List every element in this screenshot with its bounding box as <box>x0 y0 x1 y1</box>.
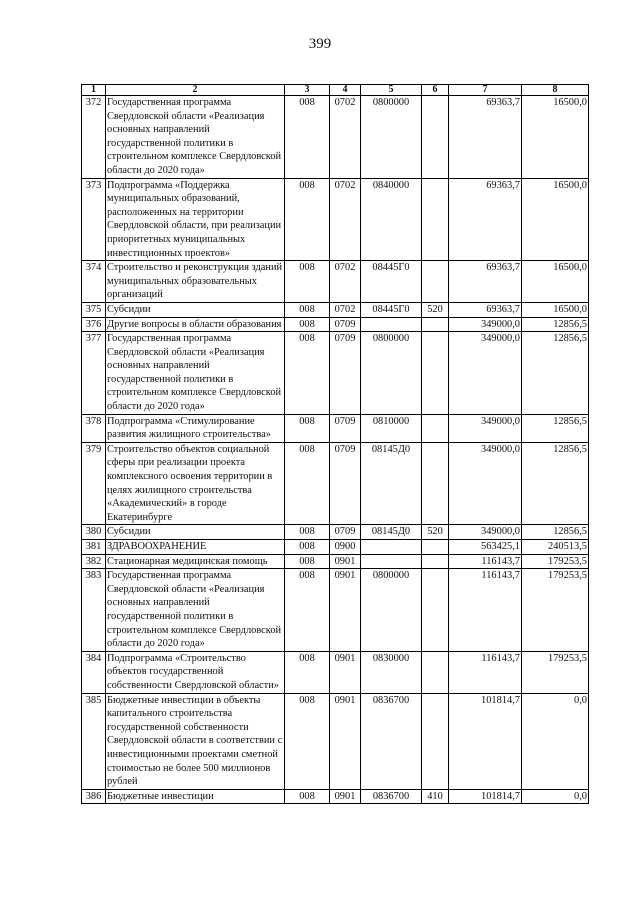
ministry-code: 008 <box>285 317 330 332</box>
target-article-code <box>361 540 422 555</box>
table-row <box>82 96 589 179</box>
item-name: Стационарная медицинская помощь <box>106 554 285 569</box>
table-row <box>82 442 589 525</box>
amount-year-1: 349000,0 <box>449 442 522 525</box>
amount-year-2: 179253,5 <box>522 554 589 569</box>
item-name: Государственная программа Свердловской области «Реализация основных направлений государственной политики в строительном комплексе Свердловской области до 2020 года» <box>106 569 285 652</box>
section-code: 0901 <box>330 789 361 804</box>
column-header: 4 <box>330 85 361 96</box>
column-header: 7 <box>449 85 522 96</box>
column-header: 3 <box>285 85 330 96</box>
table-row <box>82 540 589 555</box>
target-article-code: 0810000 <box>361 414 422 442</box>
item-name: Бюджетные инвестиции <box>106 789 285 804</box>
amount-year-1: 116143,7 <box>449 554 522 569</box>
item-name: Подпрограмма «Строительство объектов государственной собственности Свердловской области» <box>106 651 285 693</box>
amount-year-2: 240513,5 <box>522 540 589 555</box>
expense-type-code <box>422 442 449 525</box>
section-code: 0900 <box>330 540 361 555</box>
target-article-code: 0830000 <box>361 651 422 693</box>
amount-year-2: 12856,5 <box>522 317 589 332</box>
item-name: Бюджетные инвестиции в объекты капитального строительства государственной собственности Свердловской области в соответствии с инвестиционными проектами сметной стоимостью не более 500 миллионов рублей <box>106 693 285 789</box>
row-number: 383 <box>82 569 106 652</box>
target-article-code: 08445Г0 <box>361 302 422 317</box>
row-number: 376 <box>82 317 106 332</box>
item-name: Другие вопросы в области образования <box>106 317 285 332</box>
expense-type-code: 520 <box>422 302 449 317</box>
row-number: 377 <box>82 332 106 415</box>
table-row <box>82 317 589 332</box>
expense-type-code <box>422 540 449 555</box>
amount-year-1: 349000,0 <box>449 414 522 442</box>
section-code: 0702 <box>330 96 361 179</box>
expense-type-code <box>422 332 449 415</box>
amount-year-1: 101814,7 <box>449 789 522 804</box>
section-code: 0702 <box>330 302 361 317</box>
amount-year-2: 12856,5 <box>522 525 589 540</box>
item-name: Субсидии <box>106 302 285 317</box>
table-row <box>82 302 589 317</box>
target-article-code: 0800000 <box>361 96 422 179</box>
amount-year-1: 101814,7 <box>449 693 522 789</box>
amount-year-1: 116143,7 <box>449 651 522 693</box>
expense-type-code <box>422 414 449 442</box>
page-number: 399 <box>308 36 332 52</box>
target-article-code: 0836700 <box>361 693 422 789</box>
table-row <box>82 651 589 693</box>
column-header: 1 <box>82 85 106 96</box>
amount-year-2: 0,0 <box>522 693 589 789</box>
ministry-code: 008 <box>285 96 330 179</box>
target-article-code: 08145Д0 <box>361 525 422 540</box>
row-number: 379 <box>82 442 106 525</box>
section-code: 0901 <box>330 569 361 652</box>
target-article-code <box>361 317 422 332</box>
row-number: 374 <box>82 261 106 303</box>
section-code: 0709 <box>330 317 361 332</box>
amount-year-2: 179253,5 <box>522 651 589 693</box>
row-number: 381 <box>82 540 106 555</box>
section-code: 0702 <box>330 178 361 261</box>
expense-type-code: 520 <box>422 525 449 540</box>
ministry-code: 008 <box>285 414 330 442</box>
column-header: 5 <box>361 85 422 96</box>
item-name: Государственная программа Свердловской области «Реализация основных направлений государственной политики в строительном комплексе Свердловской области до 2020 года» <box>106 96 285 179</box>
target-article-code: 08445Г0 <box>361 261 422 303</box>
row-number: 372 <box>82 96 106 179</box>
amount-year-1: 563425,1 <box>449 540 522 555</box>
table-body <box>82 96 589 804</box>
ministry-code: 008 <box>285 651 330 693</box>
item-name: Субсидии <box>106 525 285 540</box>
amount-year-1: 116143,7 <box>449 569 522 652</box>
expense-type-code <box>422 178 449 261</box>
target-article-code: 0840000 <box>361 178 422 261</box>
table-row <box>82 569 589 652</box>
expense-type-code <box>422 651 449 693</box>
item-name: Подпрограмма «Стимулирование развития жилищного строительства» <box>106 414 285 442</box>
amount-year-1: 69363,7 <box>449 178 522 261</box>
amount-year-2: 16500,0 <box>522 302 589 317</box>
amount-year-2: 16500,0 <box>522 261 589 303</box>
expense-type-code <box>422 569 449 652</box>
target-article-code: 0800000 <box>361 569 422 652</box>
header-row <box>82 85 589 96</box>
section-code: 0709 <box>330 414 361 442</box>
ministry-code: 008 <box>285 332 330 415</box>
ministry-code: 008 <box>285 261 330 303</box>
section-code: 0709 <box>330 525 361 540</box>
amount-year-1: 69363,7 <box>449 96 522 179</box>
row-number: 384 <box>82 651 106 693</box>
section-code: 0901 <box>330 651 361 693</box>
row-number: 378 <box>82 414 106 442</box>
row-number: 385 <box>82 693 106 789</box>
table-row <box>82 525 589 540</box>
target-article-code: 08145Д0 <box>361 442 422 525</box>
amount-year-1: 349000,0 <box>449 332 522 415</box>
ministry-code: 008 <box>285 302 330 317</box>
row-number: 382 <box>82 554 106 569</box>
target-article-code: 0800000 <box>361 332 422 415</box>
ministry-code: 008 <box>285 178 330 261</box>
budget-table <box>81 84 589 804</box>
table-row <box>82 332 589 415</box>
ministry-code: 008 <box>285 693 330 789</box>
expense-type-code <box>422 554 449 569</box>
section-code: 0702 <box>330 261 361 303</box>
item-name: ЗДРАВООХРАНЕНИЕ <box>106 540 285 555</box>
section-code: 0901 <box>330 693 361 789</box>
section-code: 0709 <box>330 442 361 525</box>
amount-year-1: 349000,0 <box>449 317 522 332</box>
column-header: 2 <box>106 85 285 96</box>
item-name: Подпрограмма «Поддержка муниципальных образований, расположенных на территории Свердловской области, при реализации приоритетных муниципальных инвестиционных проектов» <box>106 178 285 261</box>
target-article-code <box>361 554 422 569</box>
amount-year-1: 349000,0 <box>449 525 522 540</box>
amount-year-2: 16500,0 <box>522 96 589 179</box>
table-row <box>82 554 589 569</box>
ministry-code: 008 <box>285 554 330 569</box>
amount-year-2: 179253,5 <box>522 569 589 652</box>
ministry-code: 008 <box>285 442 330 525</box>
row-number: 386 <box>82 789 106 804</box>
expense-type-code <box>422 693 449 789</box>
expense-type-code <box>422 261 449 303</box>
table-row <box>82 414 589 442</box>
expense-type-code: 410 <box>422 789 449 804</box>
ministry-code: 008 <box>285 569 330 652</box>
amount-year-2: 16500,0 <box>522 178 589 261</box>
amount-year-2: 12856,5 <box>522 414 589 442</box>
ministry-code: 008 <box>285 525 330 540</box>
section-code: 0901 <box>330 554 361 569</box>
column-header: 8 <box>522 85 589 96</box>
expense-type-code <box>422 317 449 332</box>
ministry-code: 008 <box>285 540 330 555</box>
item-name: Строительство объектов социальной сферы при реализации проекта комплексного освоения территории в целях жилищного строительства «Академический» в городе Екатеринбурге <box>106 442 285 525</box>
table-row <box>82 789 589 804</box>
item-name: Строительство и реконструкция зданий муниципальных образовательных организаций <box>106 261 285 303</box>
section-code: 0709 <box>330 332 361 415</box>
table-row <box>82 261 589 303</box>
expense-type-code <box>422 96 449 179</box>
amount-year-2: 12856,5 <box>522 332 589 415</box>
table-row <box>82 693 589 789</box>
row-number: 375 <box>82 302 106 317</box>
amount-year-2: 0,0 <box>522 789 589 804</box>
amount-year-2: 12856,5 <box>522 442 589 525</box>
amount-year-1: 69363,7 <box>449 261 522 303</box>
target-article-code: 0836700 <box>361 789 422 804</box>
amount-year-1: 69363,7 <box>449 302 522 317</box>
row-number: 380 <box>82 525 106 540</box>
row-number: 373 <box>82 178 106 261</box>
column-header: 6 <box>422 85 449 96</box>
table-row <box>82 178 589 261</box>
ministry-code: 008 <box>285 789 330 804</box>
item-name: Государственная программа Свердловской области «Реализация основных направлений государственной политики в строительном комплексе Свердловской области до 2020 года» <box>106 332 285 415</box>
